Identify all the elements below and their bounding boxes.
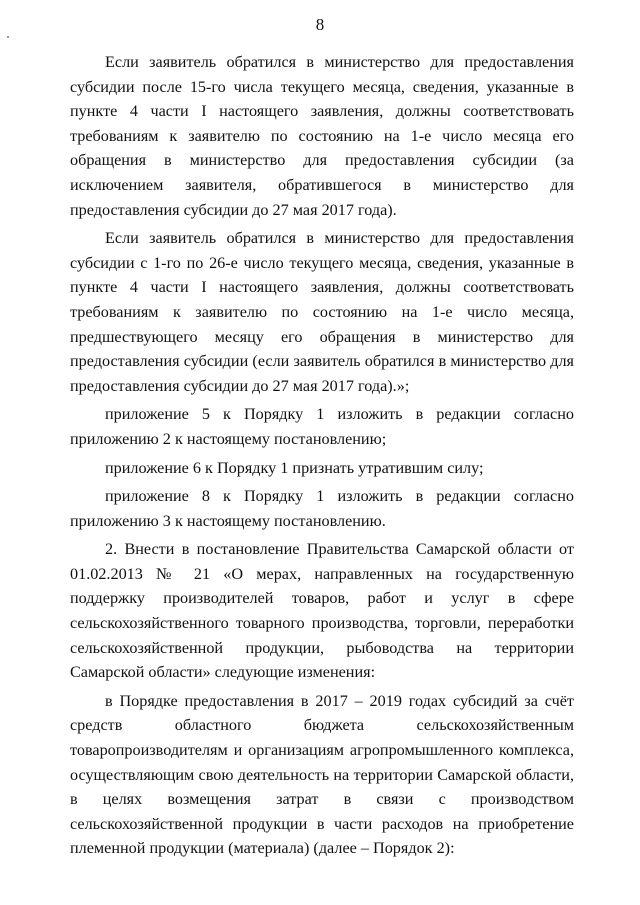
paragraph-procedure-2: в Порядке предоставления в 2017 – 2019 годах субсидий за счёт средств областного бюджета сельскохозяйственным товаропроизводителям и организациям агропромышленного комплекса, осуществляющим свою деятельность на территории Самарской области, в целях возмещения затрат в связи с производством сельскохозяйственной продукции в части расходов на приобретение племенной продукции (материала) (далее – Порядок 2):: [70, 691, 574, 858]
paragraph-appendix-5: приложение 5 к Порядку 1 изложить в редакции согласно приложению 2 к настоящему постановлению;: [70, 405, 574, 448]
paragraph-subsidy-after-15th: Если заявитель обратился в министерство для предоставления субсидии после 15-го числа текущего месяца, сведения, указанные в пункте 4 части I настоящего заявления, должны соответствовать требованиям к заявителю по состоянию на 1-е число месяца его обращения в министерство для предоставления субсидии (за исключением заявителя, обратившегося в министерство для предоставления субсидии до 27 мая 2017 года).: [70, 53, 574, 219]
paragraph-subsidy-1st-to-26th: Если заявитель обратился в министерство для предоставления субсидии с 1-го по 26-е число текущего месяца, сведения, указанные в пункте 4 части I настоящего заявления, должны соответствовать требованиям к заявителю по состоянию на 1-е число месяца, предшествующего месяцу его обращения в министерство для предоставления субсидии (если заявитель обратился в министерство для предоставления субсидии до 27 мая 2017 года).»;: [70, 229, 574, 395]
paragraph-item-2-amendment: 2. Внести в постановление Правительства Самарской области от 01.02.2013 № 21 «О мерах, направленных на государственную поддержку производителей товаров, работ и услуг в сфере сельскохозяйственного товарного производства, торговли, переработки сельскохозяйственной продукции, рыбоводства на территории Самарской области» следующие изменения:: [70, 540, 574, 682]
paragraph-appendix-8: приложение 8 к Порядку 1 изложить в редакции согласно приложению 3 к настоящему постановлению.: [70, 487, 574, 530]
paragraph-appendix-6: приложение 6 к Порядку 1 признать утратившим силу;: [105, 458, 484, 477]
scan-artifact: [7, 36, 9, 38]
page-number: 8: [315, 15, 325, 34]
document-body: [70, 50, 574, 865]
